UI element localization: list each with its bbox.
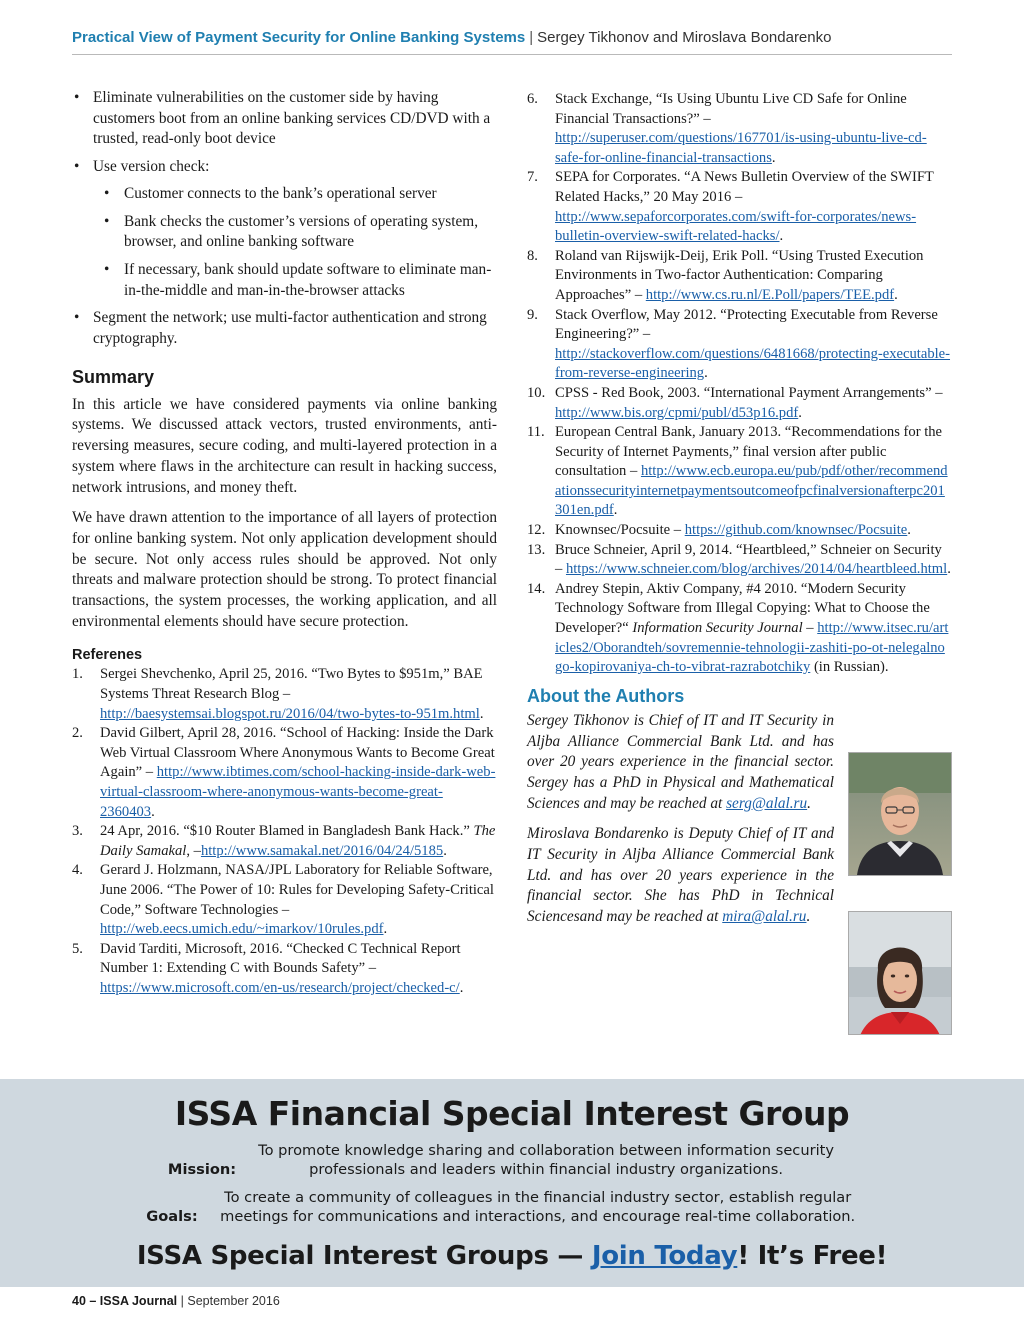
- footer-separator: |: [180, 1294, 184, 1308]
- list-item: • Use version check: • Customer connects to the bank’s operational server • Bank checks the customer’s versions of operating system, browser, and online banking software • If necessary, bank should update software to eliminate man-in-the-middle and man-in-the-browser attacks: [72, 157, 497, 301]
- portrait-image: [849, 912, 951, 1035]
- list-item: • Customer connects to the bank’s operational server: [93, 184, 497, 205]
- list-item: • Eliminate vulnerabilities on the customer side by having customers boot from an online banking services CD/DVD with a trusted, read-only boot device: [72, 88, 497, 150]
- header-title: Practical View of Payment Security for Online Banking Systems: [72, 29, 526, 46]
- reference-item: 3. 24 Apr, 2016. “$10 Router Blamed in Bangladesh Bank Hack.” The Daily Samakal, –http://www.samakal.net/2016/04/24/5185.: [72, 823, 496, 859]
- reference-link[interactable]: http://www.sepaforcorporates.com/swift-for-corporates/news-bulletin-overview-swift-related-hacks/: [555, 208, 917, 245]
- issa-sig-banner: [0, 1079, 1024, 1287]
- author-photo-miroslava: [848, 911, 952, 1035]
- reference-item: 1. Sergei Shevchenko, April 25, 2016. “Two Bytes to $951m,” BAE Systems Threat Research Blog – http://baesystemsai.blogspot.ru/2016/04/two-bytes-to-951m.html.: [72, 666, 484, 722]
- reference-link[interactable]: http://www.cs.ru.nl/E.Poll/papers/TEE.pdf: [645, 286, 895, 303]
- reference-item: 11. European Central Bank, January 2013. “Recommendations for the Security of Internet Payments,” final version after public consultation – http://www.ecb.europa.eu/pub/pdf/other/recommendationssecurityinternetpaymentsoutcomeofpcfinalversionafterpc201301en.pdf.: [527, 424, 948, 519]
- about-authors-heading: About the Authors: [527, 685, 685, 706]
- reference-item: 9. Stack Overflow, May 2012. “Protecting Executable from Reverse Engineering?” –http://stackoverflow.com/questions/6481668/protecting-executable-from-reverse-engineering.: [527, 306, 951, 382]
- reference-link[interactable]: http://www.samakal.net/2016/04/24/5185: [200, 842, 444, 859]
- reference-item: 10. CPSS - Red Book, 2003. “International Payment Arrangements” – http://www.bis.org/cpmi/publ/d53p16.pdf.: [527, 384, 943, 421]
- author-photo-sergey: [848, 752, 952, 876]
- footer-date: September 2016: [187, 1294, 280, 1308]
- author-bio: Sergey Tikhonov is Chief of IT and IT Security in Aljba Alliance Commercial Bank Ltd. and has over 20 years experience in the financial sector. Sergey has a PhD in Physical and Mathematical Sciences and may be reached at serg@alal.ru.: [527, 711, 834, 812]
- header-authors: Sergey Tikhonov and Miroslava Bondarenko: [537, 29, 832, 46]
- header-separator: |: [529, 29, 534, 46]
- reference-list: [72, 665, 497, 998]
- list-item: • Bank checks the customer’s versions of operating system, browser, and online banking software: [93, 212, 497, 253]
- left-column: [72, 88, 497, 999]
- reference-link[interactable]: http://www.itsec.ru/articles2/Oborandteh/sovremennie-tehnologii-zashiti-po-ot-nelegalnogo-kopirovaniya-ch-to-vibrat-razrabotchiky: [555, 620, 949, 676]
- reference-link[interactable]: http://web.eecs.umich.edu/~imarkov/10rules.pdf: [100, 921, 384, 938]
- reference-link[interactable]: https://github.com/knownsec/Pocsuite: [684, 522, 908, 539]
- list-item: • Segment the network; use multi-factor authentication and strong cryptography.: [72, 308, 497, 349]
- reference-item: 2. David Gilbert, April 28, 2016. “School of Hacking: Inside the Dark Web Virtual Classroom Where Anonymous Wants to Become Great Again” – http://www.ibtimes.com/school-hacking-inside-dark-web-virtual-classroom-where-anonymous-wants-become-great-2360403.: [72, 725, 496, 820]
- references-heading: Referenes: [72, 647, 143, 664]
- reference-item: 8. Roland van Rijswijk-Deij, Erik Poll. “Using Trusted Execution Environments in Two-factor Authentication: Comparing Approaches” – http://www.cs.ru.nl/E.Poll/papers/TEE.pdf.: [527, 247, 924, 303]
- issa-goals: Goals:To create a community of colleagues in the financial industry sector, establish regular meetings for communications and interactions, and encourage real-time collaboration.: [146, 1189, 856, 1225]
- reference-link[interactable]: http://superuser.com/questions/167701/is-using-ubuntu-live-cd-safe-for-online-financial-transactions: [555, 130, 927, 166]
- author-email-link[interactable]: mira@alal.ru: [722, 908, 807, 926]
- reference-link[interactable]: http://www.ibtimes.com/school-hacking-inside-dark-web-virtual-classroom-where-anonymous-wants-become-great-2360403: [100, 764, 496, 820]
- reference-link[interactable]: http://www.bis.org/cpmi/publ/d53p16.pdf: [555, 404, 799, 421]
- recommendation-list: [72, 88, 497, 350]
- reference-link[interactable]: https://www.microsoft.com/en-us/research/project/checked-c/: [100, 979, 460, 996]
- reference-link[interactable]: http://baesystemsai.blogspot.ru/2016/04/two-bytes-to-951m.html: [100, 705, 480, 722]
- reference-item: 13. Bruce Schneier, April 9, 2014. “Heartbleed,” Schneier on Security – https://www.schneier.com/blog/archives/2014/04/heartbleed.html.: [527, 541, 951, 578]
- footer-page: 40 – ISSA Journal: [72, 1294, 178, 1308]
- page-footer: [72, 1294, 280, 1308]
- issa-mission: Mission:To promote knowledge sharing and collaboration between information security professionals and leaders within financial industry organizations.: [167, 1142, 834, 1178]
- reference-link[interactable]: http://stackoverflow.com/questions/6481668/protecting-executable-from-reverse-engineering: [555, 345, 951, 382]
- reference-item: 14. Andrey Stepin, Aktiv Company, #4 2010. “Modern Security Technology Software from Illegal Copying: What to Choose the Developer?“ Information Security Journal – http://www.itsec.ru/articles2/Oborandteh/sovremennie-tehnologii-zashiti-po-ot-nelegalnogo-kopirovaniya-ch-to-vibrat-razrabotchiky (in Russian).: [527, 580, 949, 676]
- author-email-link[interactable]: serg@alal.ru: [726, 794, 808, 812]
- reference-link[interactable]: http://www.ecb.europa.eu/pub/pdf/other/recommendationssecurityinternetpaymentsoutcomeofpcfinalversionafterpc201301en.pdf: [555, 463, 948, 519]
- portrait-image: [849, 753, 951, 875]
- author-bio: Miroslava Bondarenko is Deputy Chief of IT and IT Security in Aljba Alliance Commercial Bank Ltd. and has over 20 years experience in the financial sector. She has PhD in Technical Sciencesand may be reached at mira@alal.ru.: [527, 825, 834, 926]
- reference-item: 7. SEPA for Corporates. “A News Bulletin Overview of the SWIFT Related Hacks,” 20 May 2016 – http://www.sepaforcorporates.com/swift-for-corporates/news-bulletin-overview-swift-related-hacks/.: [527, 169, 934, 245]
- summary-paragraph: We have drawn attention to the importance of all layers of protection for online banking system. Not only application development should be secure. Not only access rules should be approved. Not only threats and malware protection should be strong. To protect financial transactions, the system processes, the working application, and all environmental elements should have secure protection.: [72, 509, 497, 630]
- issa-join-line: ISSA Special Interest Groups — Join Today! It’s Free!: [136, 1241, 888, 1271]
- reference-item: 5. David Tarditi, Microsoft, 2016. “Checked C Technical Report Number 1: Extending C with Bounds Safety” – https://www.microsoft.com/en-us/research/project/checked-c/.: [72, 940, 464, 996]
- reference-list-continued: [527, 90, 952, 678]
- reference-item: 4. Gerard J. Holzmann, NASA/JPL Laboratory for Reliable Software, June 2006. “The Power of 10: Rules for Developing Safety-Critical Code,” Software Technologies – http://web.eecs.umich.edu/~imarkov/10rules.pdf.: [72, 862, 494, 938]
- list-item: • If necessary, bank should update software to eliminate man-in-the-middle and man-in-the-browser attacks: [93, 260, 497, 301]
- running-header: [72, 28, 952, 55]
- reference-item: 12. Knownsec/Pocsuite – https://github.com/knownsec/Pocsuite.: [527, 522, 911, 539]
- reference-item: 6. Stack Exchange, “Is Using Ubuntu Live CD Safe for Online Financial Transactions?” – http://superuser.com/questions/167701/is-using-ubuntu-live-cd-safe-for-online-financial-transactions.: [527, 91, 927, 166]
- author-bios: [527, 711, 834, 928]
- join-today-link[interactable]: Join Today: [591, 1241, 738, 1271]
- issa-sig-title: ISSA Financial Special Interest Group: [174, 1094, 850, 1133]
- reference-link[interactable]: https://www.schneier.com/blog/archives/2014/04/heartbleed.html: [565, 561, 948, 578]
- summary-heading: Summary: [72, 366, 155, 387]
- summary-paragraph: In this article we have considered payments via online banking systems. We discussed attack vectors, trusted environments, anti-reversing measures, secure coding, and multi-layered protection in a system where flaws in the architecture can result in hacking success, network intrusions, and money theft.: [72, 395, 497, 496]
- version-check-list: [93, 184, 497, 302]
